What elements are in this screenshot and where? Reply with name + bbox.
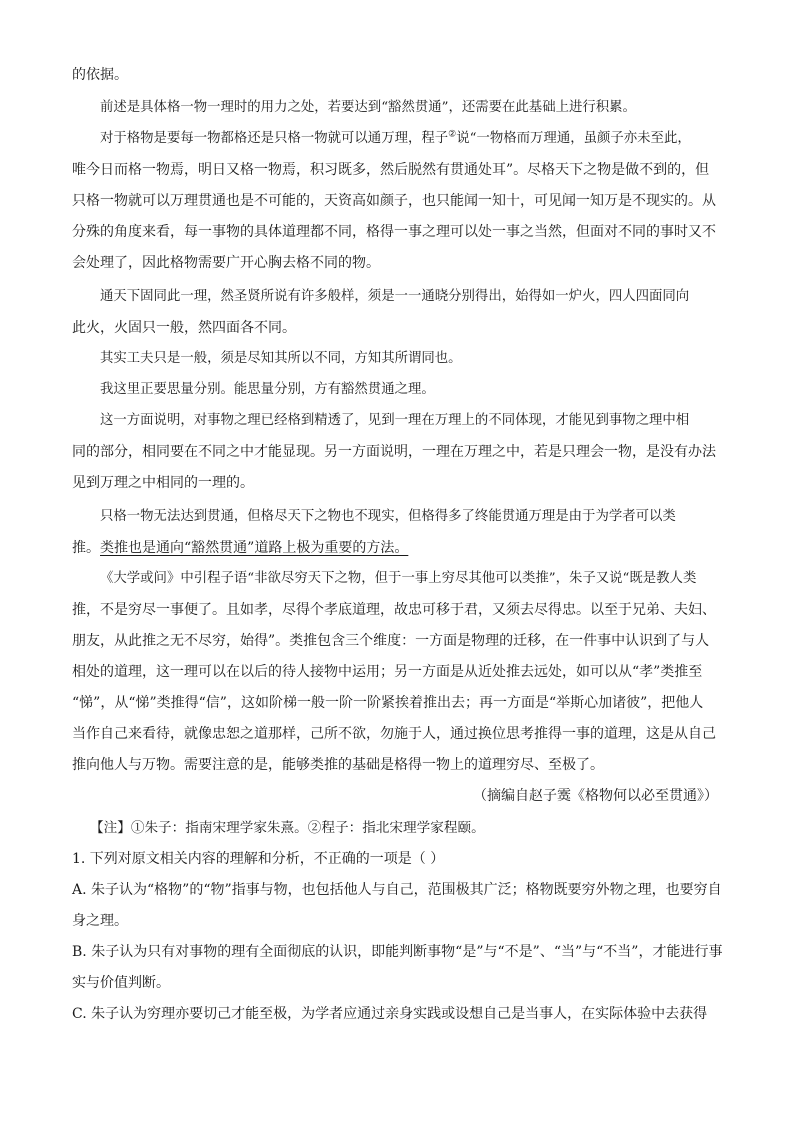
text-line: 分殊的角度来看，每一事物的具体道理都不同，格得一事之理可以处一事之当然，但面对不同的事时又不	[72, 224, 716, 240]
text-line: 唯今日而格一物焉，明日又格一物焉，积习既多，然后脱然有贯通处耳”。尽格天下之物是做不到的，但	[72, 162, 710, 178]
text-line: 同的部分，相同要在不同之中才能显现。另一方面说明，一理在万理之中，若是只理会一物，是没有办法	[72, 444, 716, 460]
text-span: 推。	[72, 540, 100, 556]
text-line: 此火，火固只一般，然四面各不同。	[72, 320, 296, 336]
text-line: 前述是具体格一物一理时的用力之处，若要达到“豁然贯通”，还需要在此基础上进行积累。	[100, 100, 636, 115]
footnote-mark: ②	[448, 129, 457, 140]
text-line: 的依据。	[72, 67, 128, 83]
option-c: C. 朱子认为穷理亦要切己才能至极，为学者应通过亲身实践或设想自己是当事人，在实际体验中去获得	[72, 1006, 708, 1022]
footnote: 【注】①朱子：指南宋理学家朱熹。②程子：指北宋理学家程颐。	[90, 820, 485, 836]
text-line: “悌”，从“悌”类推得“信”，这如阶梯一般一阶一阶紧挨着推出去；再一方面是“举斯心加诸彼”，把他人	[72, 695, 704, 711]
text-line: 我这里正要思量分别。能思量分别，方有豁然贯通之理。	[100, 382, 435, 397]
text-line: 《大学或问》中引程子语“非欲尽穷天下之物，但于一事上穷尽其他可以类推”，朱子又说“既是教人类	[100, 571, 697, 586]
text-line: 推，不是穷尽一事便了。且如孝，尽得个孝底道理，故忠可移于君，又须去尽得忠。以至于兄弟、夫妇、	[72, 602, 716, 618]
text-line: 只格一物就可以万理贯通也是不可能的，天资高如颜子，也只能闻一知十，可见闻一知万是不现实的。从	[72, 193, 716, 209]
text-line: 其实工夫只是一般，须是尽知其所以不同，方知其所谓同也。	[100, 351, 462, 366]
underlined-sentence: 类推也是通向“豁然贯通”道路上极为重要的方法。	[100, 540, 409, 556]
text-line: 这一方面说明，对事物之理已经格到精透了，见到一理在万理上的不同体现，才能见到事物之理中相	[100, 413, 690, 428]
text-line	[72, 538, 722, 558]
text-span: 说“一物格而万理通，虽颜子亦未至此，	[456, 131, 691, 146]
text-span: 对于格物是要每一物都格还是只格一物就可以通万理，程子	[100, 131, 449, 146]
question-stem: 1. 下列对原文相关内容的理解和分析，不正确的一项是（ ）	[72, 851, 445, 867]
text-line: 朋友，从此推之无不尽穷，始得”。类推包含三个维度：一方面是物理的迁移，在一件事中认识到了与人	[72, 633, 710, 649]
text-line	[100, 129, 750, 149]
text-line: 只格一物无法达到贯通，但格尽天下之物也不现实，但格得多了终能贯通万理是由于为学者可以类	[100, 509, 676, 524]
text-line: 见到万理之中相同的一理的。	[72, 475, 254, 491]
text-line: 相处的道理，这一理可以在以后的待人接物中运用；另一方面是从近处推去远处，如可以从“孝”类推至	[72, 664, 703, 680]
option-a: A. 朱子认为“格物”的“物”指事与物，也包括他人与自己，范围极其广泛；格物既要穷外物之理，也要穷自	[72, 882, 722, 898]
option-b-cont: 实与价值判断。	[72, 975, 170, 991]
text-line: 当作自己来看待，就像忠恕之道那样，己所不欲，勿施于人，通过换位思考推得一事的道理，这是从自己	[72, 726, 716, 742]
source-citation: （摘编自赵子霙《格物何以必至贯通》）	[473, 788, 718, 804]
text-line: 推向他人与万物。需要注意的是，能够类推的基础是格得一物上的道理穷尽、至极了。	[72, 757, 604, 773]
option-a-cont: 身之理。	[72, 913, 128, 929]
text-line: 通天下固同此一理，然圣贤所说有许多般样，须是一一通晓分别得出，始得如一炉火，四人四面同向	[100, 289, 690, 304]
option-b: B. 朱子认为只有对事物的理有全面彻底的认识，即能判断事物“是”与“不是”、“当”与“不当”，才能进行事	[72, 944, 723, 960]
text-line: 会处理了，因此格物需要广开心胸去格不同的物。	[72, 255, 380, 271]
